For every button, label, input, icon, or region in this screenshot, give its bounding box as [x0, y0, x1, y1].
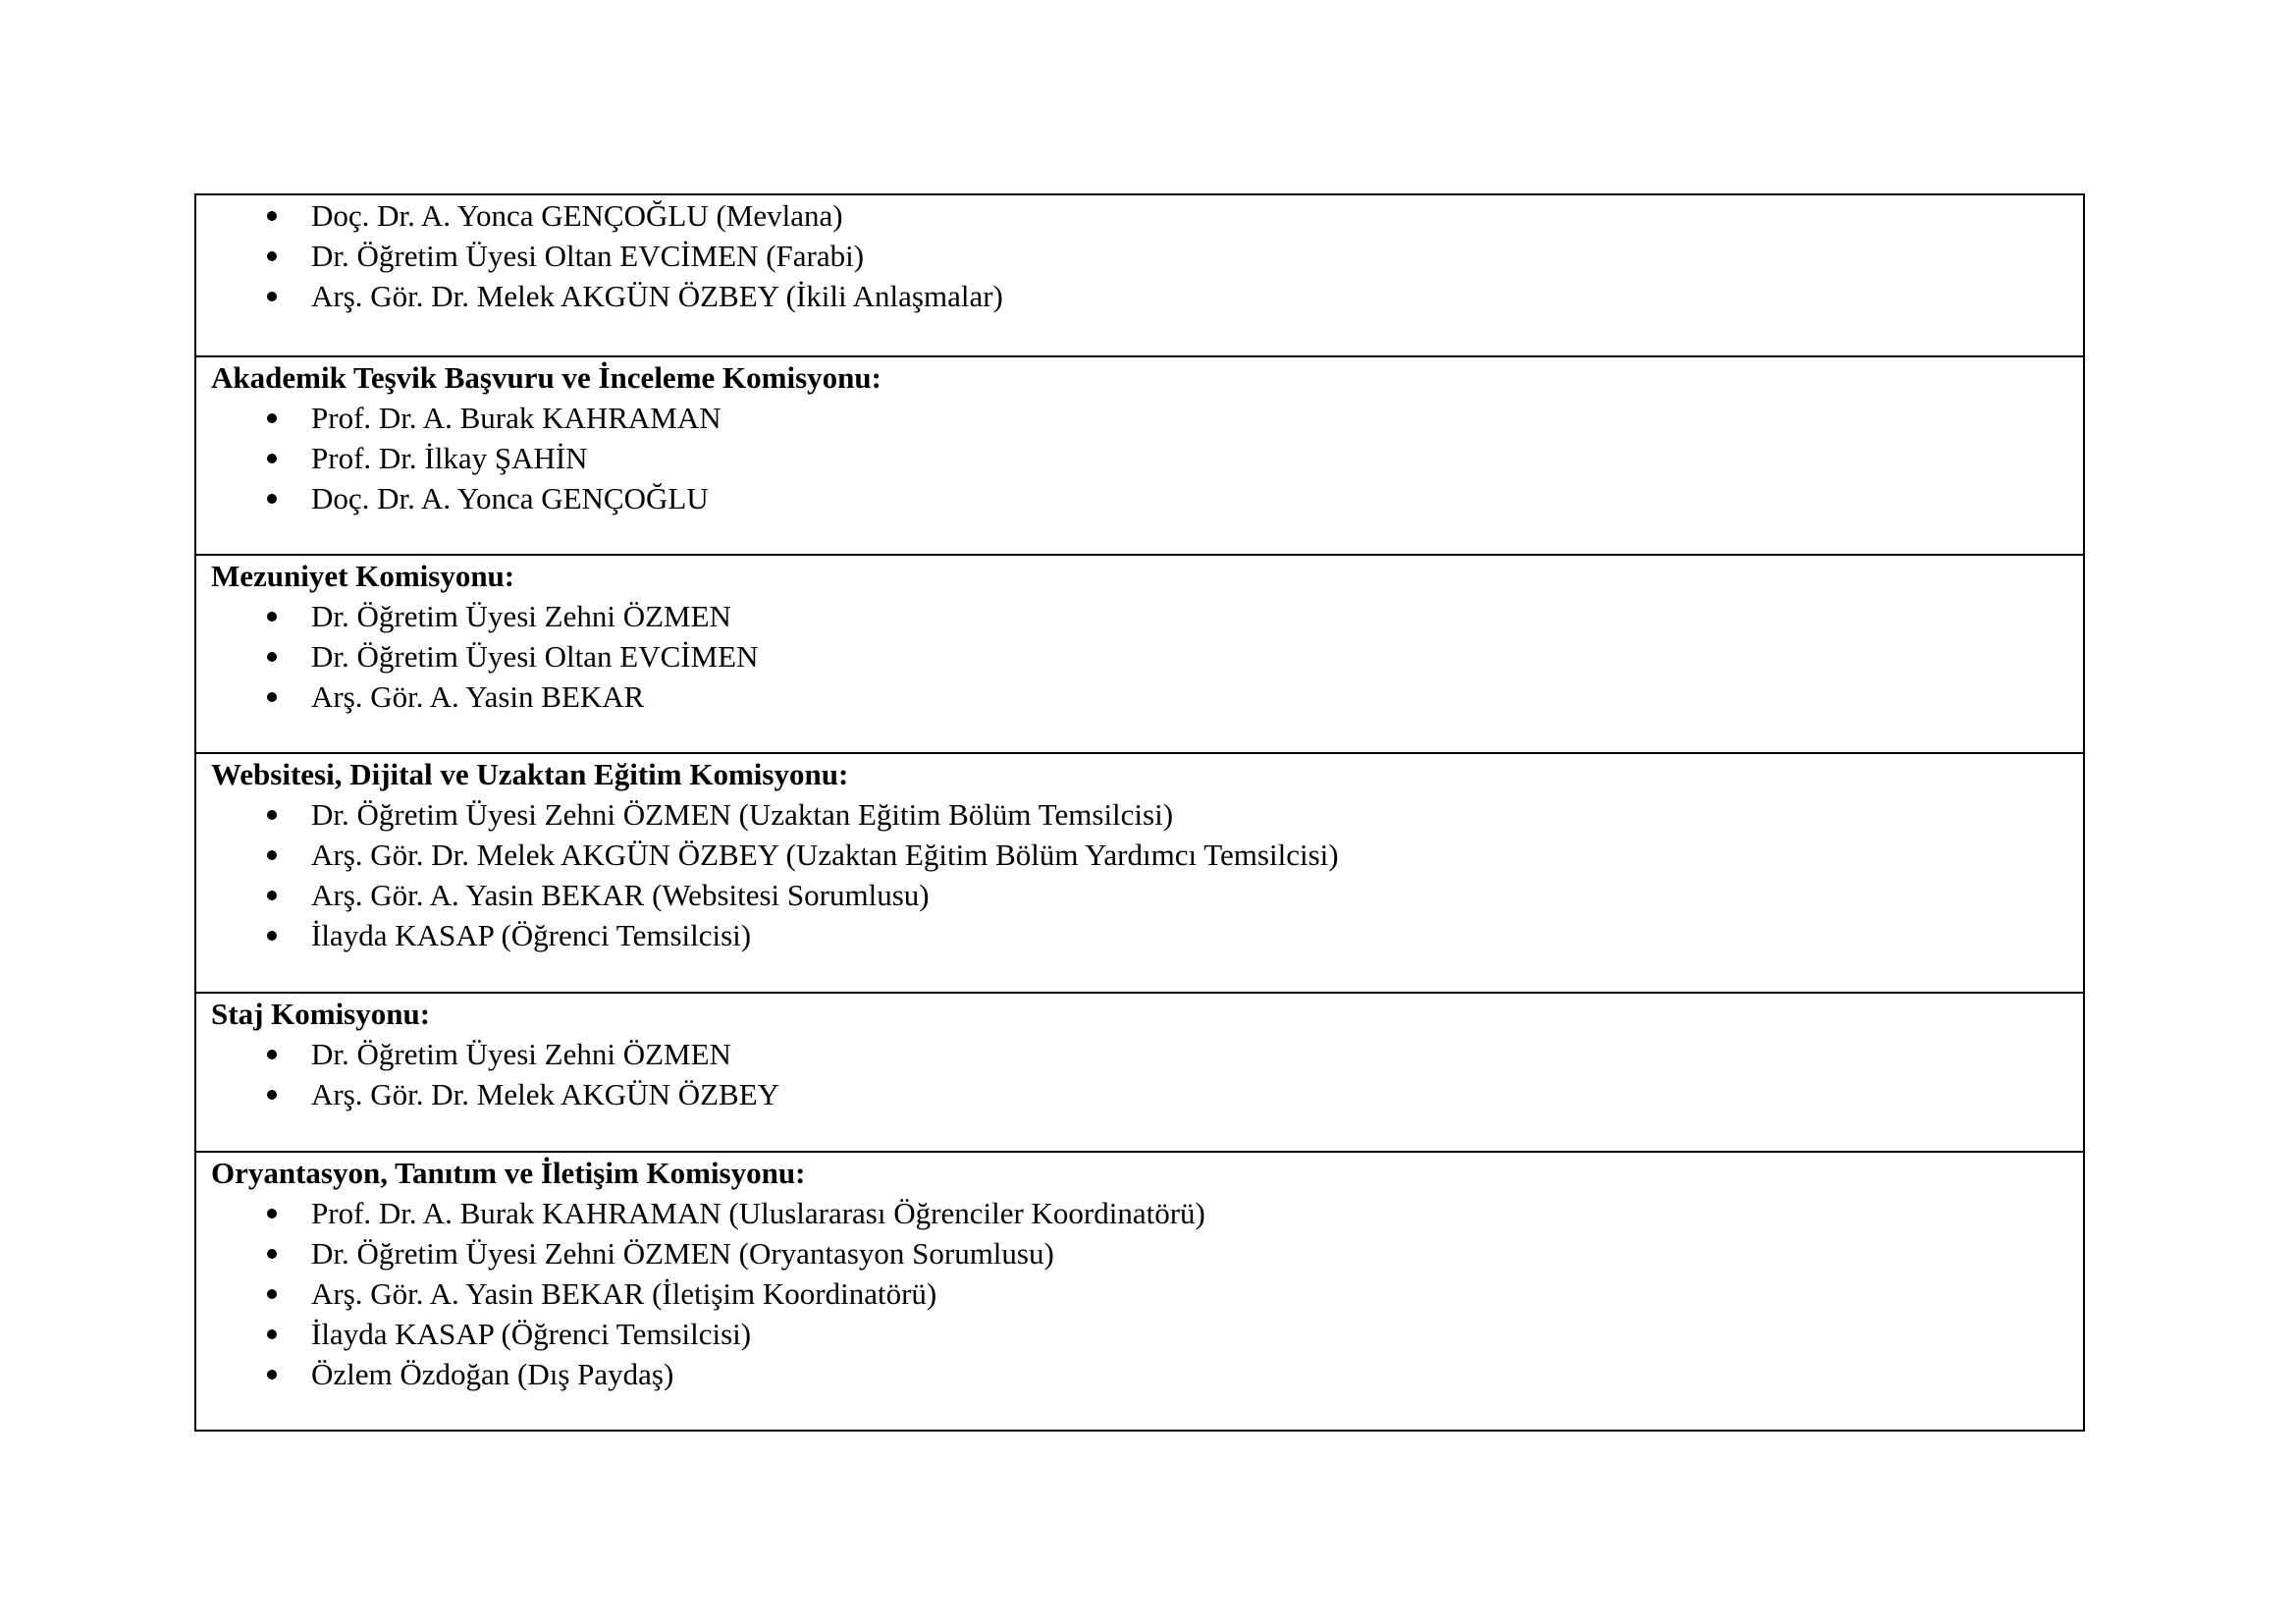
list-item	[211, 596, 2083, 636]
committee-title: Akademik Teşvik Başvuru ve İnceleme Komisyonu:	[211, 360, 881, 395]
member-name: Arş. Gör. Dr. Melek AKGÜN ÖZBEY (İkili Anlaşmalar)	[311, 279, 1003, 313]
bullet-icon	[267, 692, 277, 702]
committee-cell-exchange	[195, 194, 2084, 356]
member-name: Dr. Öğretim Üyesi Zehni ÖZMEN (Uzaktan Eğitim Bölüm Temsilcisi)	[311, 797, 1174, 832]
list-item	[211, 875, 2083, 915]
member-name: Dr. Öğretim Üyesi Oltan EVCİMEN	[311, 639, 759, 674]
member-name: Arş. Gör. A. Yasin BEKAR (İletişim Koordinatörü)	[311, 1276, 937, 1311]
bullet-icon	[267, 1329, 277, 1339]
committee-row	[195, 356, 2084, 555]
committee-row	[195, 1152, 2084, 1431]
member-name: İlayda KASAP (Öğrenci Temsilcisi)	[311, 918, 752, 952]
list-item	[211, 677, 2083, 717]
member-name: Dr. Öğretim Üyesi Oltan EVCİMEN (Farabi)	[311, 239, 865, 273]
committee-table	[194, 193, 2085, 1432]
member-name: Prof. Dr. A. Burak KAHRAMAN (Uluslararası Öğrenciler Koordinatörü)	[311, 1196, 1205, 1230]
bullet-icon	[267, 494, 277, 504]
list-item	[211, 398, 2083, 438]
bullet-icon	[267, 1050, 277, 1059]
list-item	[211, 1273, 2083, 1314]
member-name: Arş. Gör. Dr. Melek AKGÜN ÖZBEY	[311, 1077, 780, 1111]
list-item	[211, 835, 2083, 875]
member-name: Prof. Dr. A. Burak KAHRAMAN	[311, 401, 721, 435]
member-name: Doç. Dr. A. Yonca GENÇOĞLU	[311, 481, 709, 515]
committee-row	[195, 753, 2084, 993]
committee-row	[195, 555, 2084, 753]
member-name: Prof. Dr. İlkay ŞAHİN	[311, 441, 588, 475]
committee-title: Staj Komisyonu:	[211, 997, 431, 1031]
member-name: Doç. Dr. A. Yonca GENÇOĞLU (Mevlana)	[311, 198, 843, 233]
list-item	[211, 1074, 2083, 1114]
bullet-icon	[267, 211, 277, 221]
member-list	[211, 596, 2083, 717]
bullet-icon	[267, 251, 277, 261]
bullet-icon	[267, 652, 277, 662]
bullet-icon	[267, 1249, 277, 1259]
member-list	[211, 1193, 2083, 1394]
list-item	[211, 1314, 2083, 1354]
committee-title: Mezuniyet Komisyonu:	[211, 559, 515, 593]
bullet-icon	[267, 1090, 277, 1100]
member-list	[211, 1034, 2083, 1114]
bullet-icon	[267, 931, 277, 941]
committee-row	[195, 993, 2084, 1152]
member-name: Dr. Öğretim Üyesi Zehni ÖZMEN	[311, 599, 731, 633]
list-item	[211, 1233, 2083, 1273]
list-item	[211, 1193, 2083, 1233]
bullet-icon	[267, 1289, 277, 1299]
member-name: Arş. Gör. A. Yasin BEKAR	[311, 679, 645, 714]
list-item	[211, 1034, 2083, 1074]
bullet-icon	[267, 1209, 277, 1218]
committee-cell-graduation	[195, 555, 2084, 753]
member-name: Dr. Öğretim Üyesi Zehni ÖZMEN	[311, 1037, 731, 1071]
bullet-icon	[267, 413, 277, 423]
committee-title: Websitesi, Dijital ve Uzaktan Eğitim Komisyonu:	[211, 757, 849, 791]
member-name: Dr. Öğretim Üyesi Zehni ÖZMEN (Oryantasyon Sorumlusu)	[311, 1236, 1054, 1271]
bullet-icon	[267, 850, 277, 860]
list-item	[211, 438, 2083, 478]
bullet-icon	[267, 810, 277, 820]
list-item	[211, 1354, 2083, 1394]
bullet-icon	[267, 1370, 277, 1380]
member-list	[211, 195, 2083, 316]
bullet-icon	[267, 454, 277, 463]
member-list	[211, 398, 2083, 518]
committee-cell-website-digital	[195, 753, 2084, 993]
list-item	[211, 636, 2083, 677]
list-item	[211, 195, 2083, 236]
committee-title: Oryantasyon, Tanıtım ve İletişim Komisyonu:	[211, 1156, 806, 1190]
member-name: Arş. Gör. Dr. Melek AKGÜN ÖZBEY (Uzaktan Eğitim Bölüm Yardımcı Temsilcisi)	[311, 838, 1339, 872]
bullet-icon	[267, 612, 277, 622]
committee-row	[195, 194, 2084, 356]
committee-cell-orientation	[195, 1152, 2084, 1431]
member-name: Özlem Özdoğan (Dış Paydaş)	[311, 1357, 674, 1391]
member-name: İlayda KASAP (Öğrenci Temsilcisi)	[311, 1317, 752, 1351]
member-name: Arş. Gör. A. Yasin BEKAR (Websitesi Sorumlusu)	[311, 878, 930, 912]
list-item	[211, 915, 2083, 955]
bullet-icon	[267, 292, 277, 301]
committee-cell-internship	[195, 993, 2084, 1152]
list-item	[211, 478, 2083, 518]
list-item	[211, 794, 2083, 835]
bullet-icon	[267, 891, 277, 900]
list-item	[211, 236, 2083, 276]
member-list	[211, 794, 2083, 955]
committee-cell-academic-incentive	[195, 356, 2084, 555]
list-item	[211, 276, 2083, 316]
